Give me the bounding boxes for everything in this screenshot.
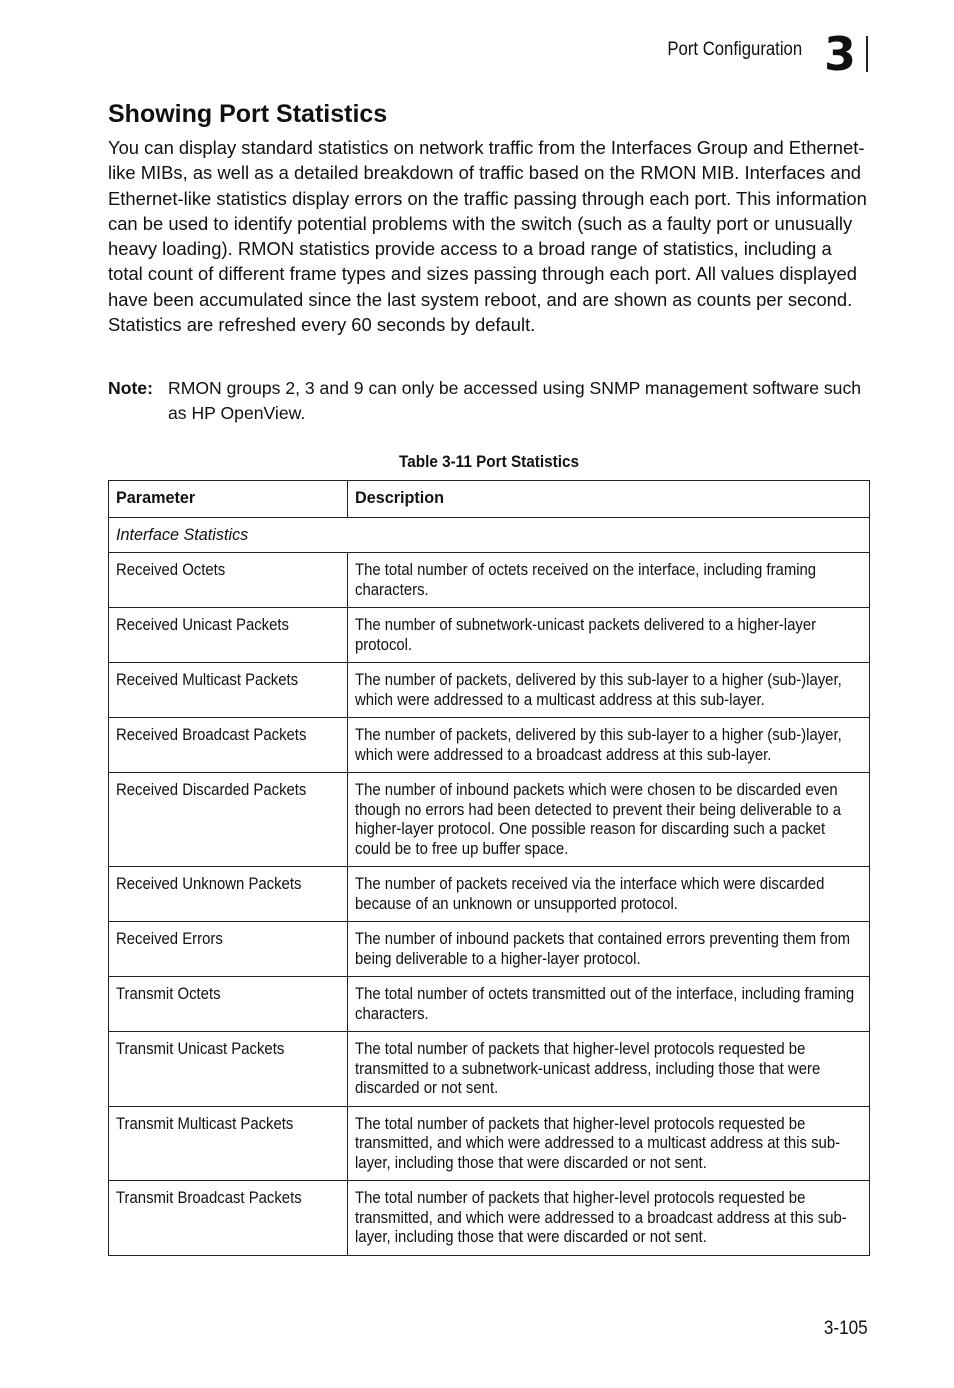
- table-caption: Table 3-11 Port Statistics: [399, 452, 579, 471]
- parameter-name: Received Unicast Packets: [116, 616, 290, 634]
- table-row: [109, 1032, 870, 1107]
- table-row: [109, 718, 870, 773]
- parameter-description: The total number of octets received on the interface, including framing characters.: [355, 561, 817, 599]
- parameter-description: The number of inbound packets which were chosen to be discarded even though no errors had been detected to prevent their being deliverable to a higher-layer protocol. One possible reason for discarding such a packet could be to free up buffer space.: [355, 781, 842, 858]
- table-row: [109, 608, 870, 663]
- description-cell: [348, 608, 870, 663]
- table-row: [109, 773, 870, 867]
- table-row: [109, 553, 870, 608]
- parameter-name: Transmit Broadcast Packets: [116, 1189, 302, 1207]
- parameter-cell: [109, 773, 348, 867]
- table-row: [109, 1106, 870, 1181]
- description-cell: [348, 773, 870, 867]
- parameter-description: The total number of packets that higher-level protocols requested be transmitted, and which were addressed to a multicast address at this sub-layer, including those that were discarded or not sent.: [355, 1114, 841, 1172]
- running-header-title: Port Configuration: [667, 39, 802, 60]
- table-group-row: [109, 517, 870, 553]
- parameter-description: The total number of octets transmitted out of the interface, including framing characters.: [355, 985, 855, 1023]
- parameter-name: Transmit Octets: [116, 985, 221, 1003]
- page-number: 3-105: [824, 1318, 868, 1339]
- description-cell: [348, 718, 870, 773]
- note-label: Note:: [108, 378, 153, 398]
- parameter-name: Transmit Multicast Packets: [116, 1114, 294, 1133]
- parameter-name: Received Discarded Packets: [116, 781, 307, 799]
- note-text: RMON groups 2, 3 and 9 can only be accessed using SNMP management software such as HP OpenView.: [168, 378, 862, 423]
- parameter-description: The total number of packets that higher-level protocols requested be transmitted, and which were addressed to a broadcast address at this sub-layer, including those that were discarded or not sent.: [355, 1189, 847, 1246]
- parameter-cell: [109, 977, 348, 1032]
- table-row: [109, 1181, 870, 1256]
- parameter-name: Received Broadcast Packets: [116, 726, 307, 744]
- description-cell: [348, 1106, 870, 1181]
- parameter-cell: [109, 553, 348, 608]
- group-label: Interface Statistics: [109, 517, 870, 553]
- parameter-description: The number of subnetwork-unicast packets delivered to a higher-layer protocol.: [355, 616, 817, 654]
- note-block: [108, 376, 868, 426]
- intro-paragraph: You can display standard statistics on network traffic from the Interfaces Group and Ethernet-like MIBs, as well as a detailed breakdown of traffic based on the RMON MIB. Interfaces and Ethernet-like statistics display errors on the traffic passing through each port. This information can be used to identify potential problems with the switch (such as a faulty port or unusually heavy loading). RMON statistics provide access to a broad range of statistics, including a total count of different frame types and sizes passing through each port. All values displayed have been accumulated since the last system reboot, and are shown as counts per second. Statistics are refreshed every 60 seconds by default.: [108, 137, 867, 336]
- parameter-cell: [109, 1106, 348, 1181]
- section-title: Showing Port Statistics: [108, 100, 388, 128]
- description-cell: [348, 867, 870, 922]
- description-cell: [348, 977, 870, 1032]
- chapter-number: 3: [824, 27, 857, 81]
- parameter-cell: [109, 867, 348, 922]
- column-header-parameter: Parameter: [109, 481, 348, 518]
- column-header-description: Description: [348, 481, 870, 518]
- parameter-cell: [109, 608, 348, 663]
- description-cell: [348, 1032, 870, 1107]
- parameter-description: The number of packets, delivered by this sub-layer to a higher (sub-)layer, which were addressed to a broadcast address at this sub-layer.: [355, 726, 842, 764]
- description-cell: [348, 553, 870, 608]
- parameter-cell: [109, 1181, 348, 1256]
- parameter-description: The total number of packets that higher-level protocols requested be transmitted to a subnetwork-unicast address, including those that were discarded or not sent.: [355, 1040, 821, 1097]
- port-statistics-table: [108, 480, 870, 1256]
- parameter-cell: [109, 663, 348, 718]
- description-cell: [348, 1181, 870, 1256]
- parameter-cell: [109, 718, 348, 773]
- parameter-cell: [109, 1032, 348, 1107]
- table-row: [109, 663, 870, 718]
- parameter-name: Received Multicast Packets: [116, 671, 299, 689]
- parameter-name: Transmit Unicast Packets: [116, 1040, 285, 1058]
- description-cell: [348, 663, 870, 718]
- parameter-description: The number of inbound packets that contained errors preventing them from being deliverable to a higher-layer protocol.: [355, 930, 851, 968]
- table-row: [109, 977, 870, 1032]
- parameter-name: Received Unknown Packets: [116, 875, 302, 893]
- table-row: [109, 867, 870, 922]
- parameter-name: Received Errors: [116, 930, 223, 948]
- parameter-description: The number of packets, delivered by this sub-layer to a higher (sub-)layer, which were addressed to a multicast address at this sub-layer.: [355, 671, 842, 709]
- running-header: [649, 27, 868, 81]
- parameter-description: The number of packets received via the interface which were discarded because of an unknown or unsupported protocol.: [355, 875, 825, 913]
- description-cell: [348, 922, 870, 977]
- parameter-cell: [109, 922, 348, 977]
- table-row: [109, 922, 870, 977]
- chapter-marker: [824, 27, 868, 81]
- table-header-row: [109, 481, 870, 518]
- parameter-name: Received Octets: [116, 561, 226, 579]
